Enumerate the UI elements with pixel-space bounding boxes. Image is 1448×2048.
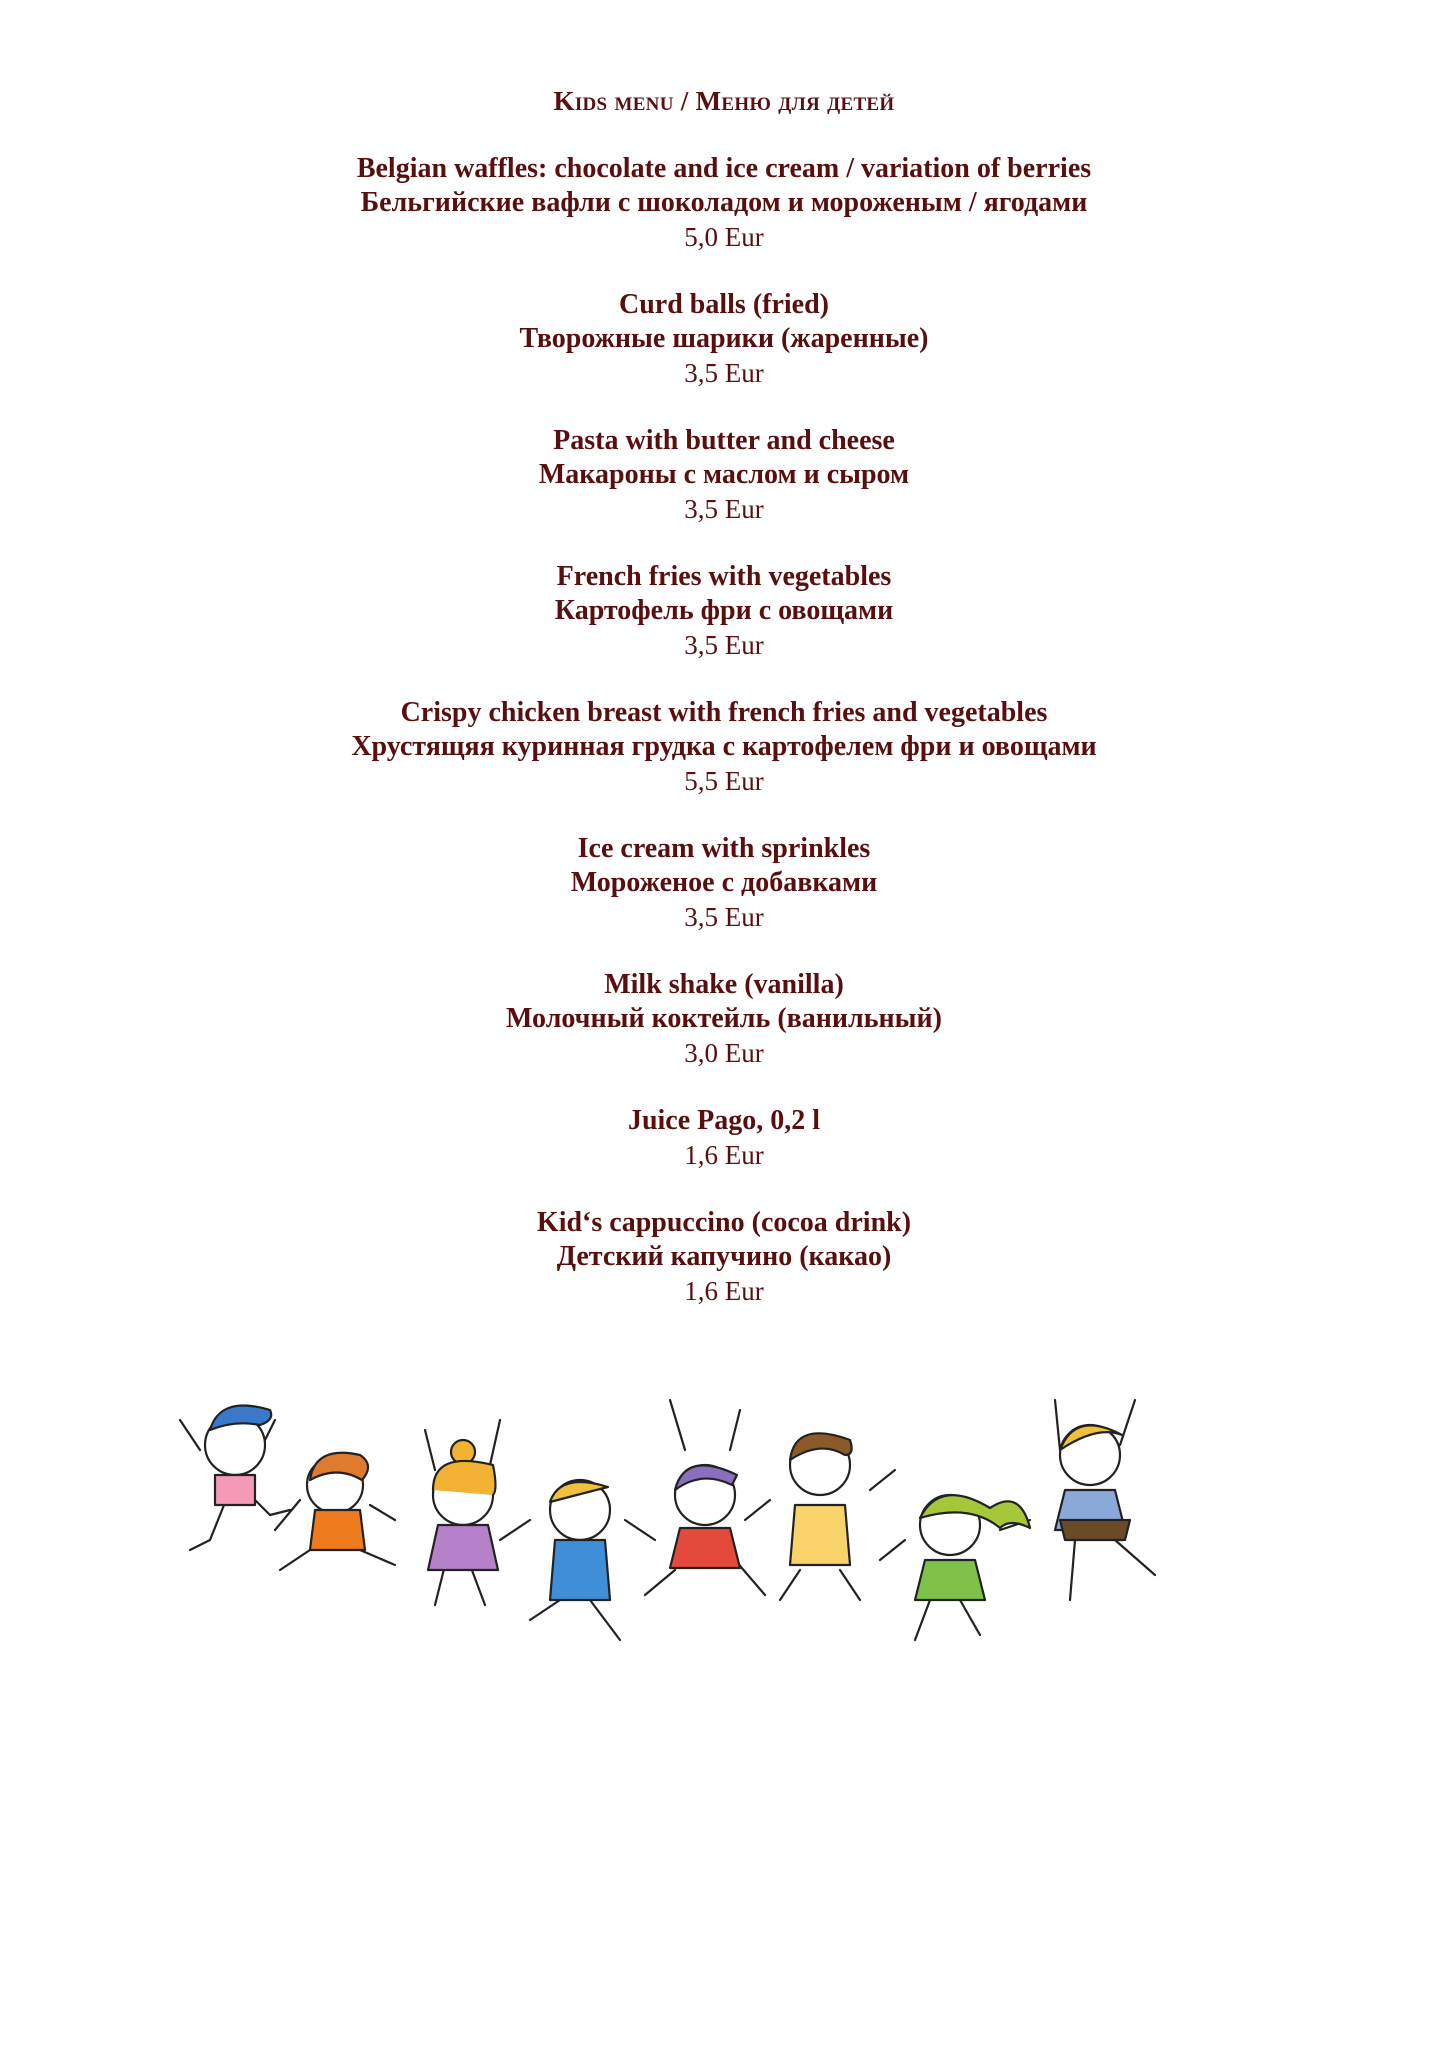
item-name-en: Ice cream with sprinkles bbox=[577, 833, 871, 864]
item-price: 3,5 Eur bbox=[684, 630, 764, 660]
item-name-ru: Макароны с маслом и сыром bbox=[538, 459, 910, 490]
item-name-ru: Творожные шарики (жаренные) bbox=[519, 323, 929, 354]
menu-list bbox=[0, 152, 1448, 1342]
item-name-ru: Хрустящяя куринная грудка с картофелем фри и овощами bbox=[351, 731, 1097, 762]
item-name-en: Belgian waffles: chocolate and ice cream / variation of berries bbox=[356, 153, 1092, 184]
menu-item bbox=[0, 696, 1448, 798]
item-price: 3,5 Eur bbox=[684, 358, 764, 388]
kid-figure bbox=[745, 1433, 895, 1600]
kid-figure bbox=[880, 1495, 1030, 1640]
item-price: 3,5 Eur bbox=[684, 902, 764, 932]
menu-item bbox=[0, 152, 1448, 254]
menu-item bbox=[0, 1206, 1448, 1308]
menu-item bbox=[0, 560, 1448, 662]
menu-item bbox=[0, 1104, 1448, 1172]
item-price: 3,0 Eur bbox=[684, 1038, 764, 1068]
item-name-en: Juice Pago, 0,2 l bbox=[627, 1105, 821, 1136]
menu-item bbox=[0, 968, 1448, 1070]
item-price: 1,6 Eur bbox=[684, 1140, 764, 1170]
menu-title: Kids menu / Меню для детей bbox=[553, 86, 895, 116]
item-name-ru: Мороженое с добавками bbox=[570, 867, 878, 898]
item-price: 5,0 Eur bbox=[684, 222, 764, 252]
kid-figure bbox=[180, 1406, 290, 1551]
item-name-ru: Детский капучино (какао) bbox=[556, 1241, 892, 1272]
item-price: 3,5 Eur bbox=[684, 494, 764, 524]
menu-item bbox=[0, 424, 1448, 526]
jumping-kids-illustration bbox=[170, 1390, 1280, 1660]
menu-item bbox=[0, 288, 1448, 390]
menu-item bbox=[0, 832, 1448, 934]
item-name-en: Crispy chicken breast with french fries and vegetables bbox=[400, 697, 1048, 728]
kid-figure bbox=[645, 1400, 765, 1595]
item-name-ru: Бельгийские вафли с шоколадом и мороженым / ягодами bbox=[360, 187, 1088, 218]
kid-figure bbox=[275, 1453, 395, 1570]
item-price: 5,5 Eur bbox=[684, 766, 764, 796]
item-name-en: Kid‘s cappuccino (cocoa drink) bbox=[536, 1207, 912, 1238]
item-price: 1,6 Eur bbox=[684, 1276, 764, 1306]
item-name-ru: Молочный коктейль (ванильный) bbox=[506, 1003, 942, 1034]
item-name-ru: Картофель фри с овощами bbox=[554, 595, 894, 626]
item-name-en: Milk shake (vanilla) bbox=[604, 969, 844, 1000]
item-name-en: Curd balls (fried) bbox=[619, 289, 829, 320]
item-name-en: Pasta with butter and cheese bbox=[553, 425, 895, 456]
kid-figure bbox=[500, 1480, 655, 1640]
item-name-en: French fries with vegetables bbox=[556, 561, 892, 592]
kid-figure bbox=[1055, 1400, 1155, 1600]
kid-figure bbox=[425, 1420, 500, 1605]
